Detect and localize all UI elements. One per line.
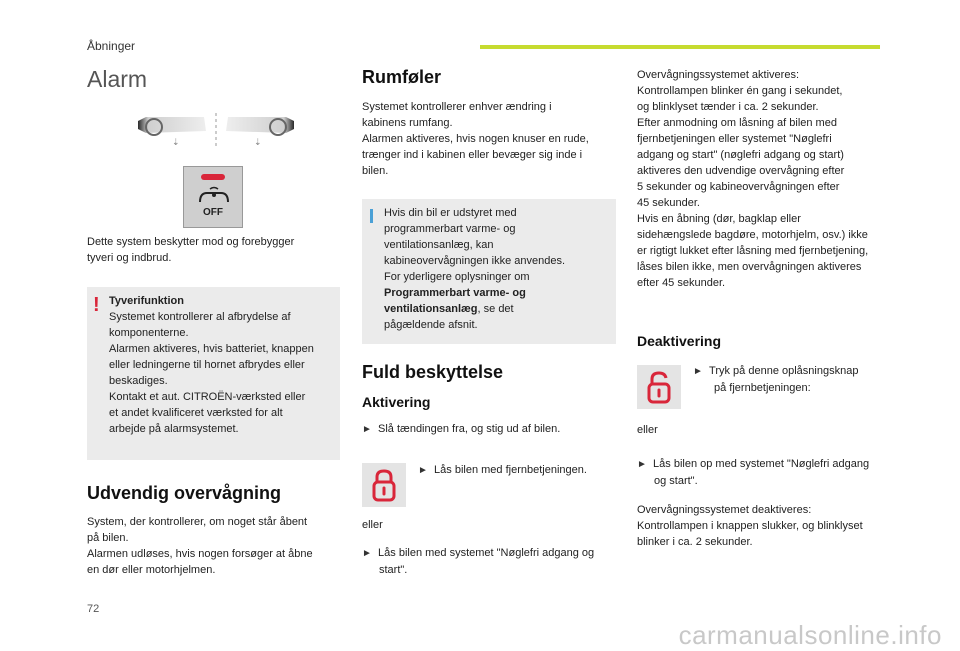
bullet-icon: ► [637,459,647,470]
activation-description: Overvågningssystemet aktiveres: Kontrollampen blinker én gang i sekundet, og blinklyset tænder i ca. 2 sekunder. Efter anmodning om låsning af bilen med fjernbetjeningen eller systemet "Nøglefri adgang og start" (nøglefri adgang og start) aktiveres den udvendige overvågning efter 5 sekunder og kabineovervågningen efter 45 sekunder. Hvis en åbning (dør, bagklap eller sidehængslede bagdøre, motorhjelm, osv.) ikke er rigtigt lukket efter låsning med fjernbetjening, låses bilen ikke, men overvågningen aktiveres efter 45 sekunder. [637,69,869,289]
deactivation-heading: Deaktivering [637,333,722,349]
page-number: 72 [87,603,100,615]
lock-step: ► Lås bilen med fjernbetjeningen. [418,464,587,476]
alarm-off-button[interactable] [183,166,243,228]
off-label: OFF [203,207,223,218]
warning-line: komponenterne. [109,327,189,339]
bullet-icon: ► [418,465,428,476]
activation-step-keyless: ► Lås bilen med systemet "Nøglefri adgang og start". [362,547,595,576]
warning-line: eller ledningerne til hornet afbrydes eller [109,359,305,371]
warning-icon: ! [93,294,100,316]
warning-line: et andet kvalificeret værksted for alt [109,407,283,419]
bullet-icon: ► [693,366,703,377]
interior-heading: Rumføler [362,67,442,87]
section-label: Åbninger [87,39,136,53]
warning-line: arbejde på alarmsystemet. [109,423,239,435]
unlock-icon [637,365,681,409]
info-line: kabineovervågningen ikke anvendes. [384,255,566,267]
activation-heading: Aktivering [362,394,431,410]
unlock-step: ► Tryk på denne oplåsningsknap på fjernbetjeningen: [693,365,859,394]
lock-button-tile [362,463,406,507]
warning-line: Kontakt et aut. CITROËN-værksted eller [109,391,306,403]
info-line: pågældende afsnit. [384,319,478,331]
info-box: Hvis din bil er udstyret med programmerbart varme- og ventilationsanlæg, kan kabineovervågningen ikke anvendes. For yderligere oplysninger om Programmerbart varme- og ventilationsanlæg, se det pågældende afsnit. [362,199,616,344]
or-text: eller [637,424,658,436]
car-sensor-illustration [136,113,296,149]
warning-line: Alarmen aktiveres, hvis batteriet, knappen [109,343,314,355]
warning-line: Systemet kontrollerer al afbrydelse af [109,311,291,323]
warning-title: Tyverifunktion [109,295,184,307]
exterior-text: System, der kontrollerer, om noget står åbent på bilen. Alarmen udløses, hvis nogen forsøger at åbne en dør eller motorhjelmen. [87,516,313,576]
unlock-button-tile [637,365,681,409]
svg-text:⇣: ⇣ [172,137,180,147]
warning-line: beskadiges. [109,375,168,387]
svg-text:⇣: ⇣ [254,137,262,147]
exterior-heading: Udvendig overvågning [87,483,282,503]
info-line: For yderligere oplysninger om [384,271,530,283]
car-sensor-icon [197,186,231,206]
interior-text: Systemet kontrollerer enhver ændring i kabinens rumfang. Alarmen aktiveres, hvis nogen knuser en rude, trænger ind i kabinen eller bevæger sig inde i bilen. [362,101,589,177]
activation-step-ignition: ► Slå tændingen fra, og stig ud af bilen. [362,423,561,435]
info-icon [370,209,373,223]
full-protection-heading: Fuld beskyttelse [362,362,504,382]
info-line: ventilationsanlæg, kan [384,239,494,251]
or-text: eller [362,519,383,531]
bullet-icon: ► [362,424,372,435]
intro-text: Dette system beskytter mod og forebygger tyveri og indbrud. [87,236,295,264]
lock-icon [362,463,406,507]
warning-box [87,287,340,460]
bullet-icon: ► [362,548,372,559]
header-accent-bar [480,45,880,49]
info-bold-reference: ventilationsanlæg [384,303,478,315]
info-line: programmerbart varme- og [384,223,516,235]
page-title: Alarm [87,66,148,92]
deactivation-step-keyless: ► Lås bilen op med systemet "Nøglefri adgang og start". [637,458,870,487]
watermark: carmanualsonline.info [678,620,942,650]
info-bold-reference: Programmerbart varme- og [384,287,526,299]
info-line: Hvis din bil er udstyret med [384,207,517,219]
deactivation-result: Overvågningssystemet deaktiveres: Kontrollampen i knappen slukker, og blinklyset blinker i ca. 2 sekunder. [637,504,863,548]
indicator-lamp [201,174,225,180]
